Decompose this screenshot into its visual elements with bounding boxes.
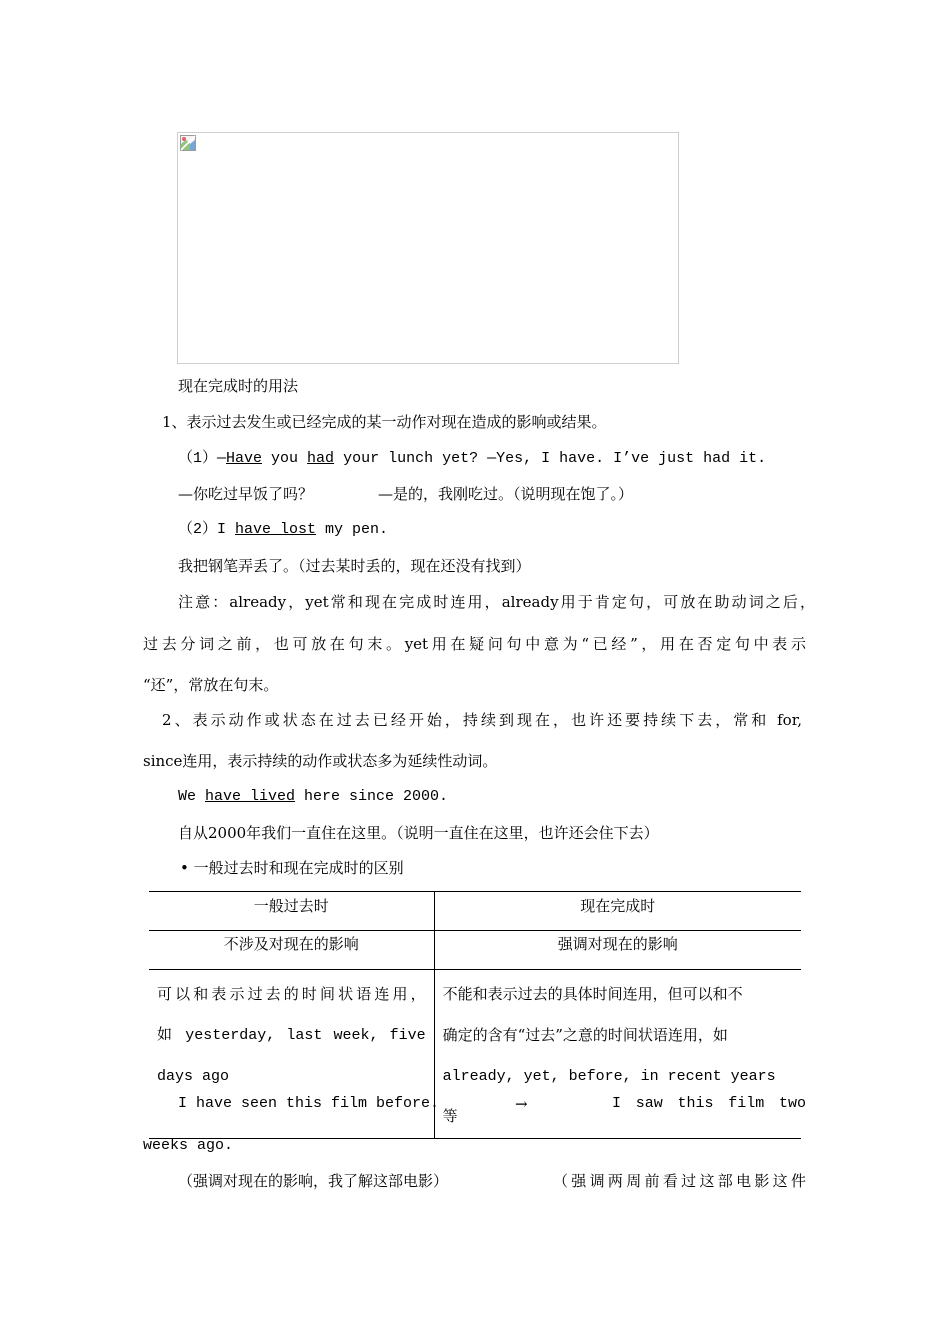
example-1-prefix: （1）— [178, 450, 227, 467]
cell-line: 可以和表示过去的时间状语连用， [157, 985, 426, 1003]
example-3-verb: have lived [205, 788, 296, 805]
example-3-translation: 自从2000年我们一直住在这里。（说明一直住在这里，也许还会住下去） [178, 824, 659, 842]
example-2-rest: my pen. [316, 521, 389, 538]
example-1-mid: you [262, 450, 308, 467]
cell-line: 不能和表示过去的具体时间连用，但可以和不 [442, 985, 743, 1003]
compare-left-note: （强调对现在的影响，我了解这部电影） [178, 1172, 449, 1190]
compare-right-sentence-cont: weeks ago. [143, 1137, 234, 1154]
table-row [149, 931, 801, 970]
table-cell: 不涉及对现在的影响 [149, 931, 434, 970]
section2-heading-line-1: 2、表示动作或状态在过去已经开始，持续到现在，也许还要持续下去，常和 for, [162, 711, 802, 729]
example-2-prefix: （2）I [178, 521, 236, 538]
broken-image-icon [180, 135, 196, 151]
compare-left-sentence: I have seen this film before. [178, 1095, 440, 1112]
table-header-cell: 一般过去时 [149, 892, 434, 931]
cell-line: 确定的含有“过去”之意的时间状语连用，如 [442, 1026, 728, 1044]
section2-heading-line-2: since连用，表示持续的动作或状态多为延续性动词。 [143, 752, 498, 770]
table-header-row [149, 892, 801, 931]
example-3-rest: here since 2000. [295, 788, 449, 805]
example-1-translation-question: —你吃过早饭了吗？ [178, 485, 314, 503]
example-1 [178, 449, 766, 469]
example-1-rest: your lunch yet? —Yes, I have. I’ve just had it. [334, 450, 767, 467]
compare-right-sentence: I saw this film two [612, 1095, 806, 1112]
example-1-have: Have [226, 450, 263, 467]
compare-right-note: （强调两周前看过这部电影这件 [553, 1172, 806, 1190]
right-arrow-icon: → [515, 1095, 528, 1113]
cell-line: 如 yesterday, last week, five [157, 1027, 426, 1044]
image-placeholder [177, 132, 679, 364]
comparison-heading: • 一般过去时和现在完成时的区别 [180, 859, 404, 877]
example-3-prefix: We [178, 788, 206, 805]
example-1-translation-answer: —是的，我刚吃过。（说明现在饱了。） [378, 485, 634, 503]
note-line-1: 注意：already，yet常和现在完成时连用，already用于肯定句，可放在助动词之后， [178, 593, 815, 611]
note-line-2: 过去分词之前，也可放在句末。yet用在疑问句中意为“已经”，用在否定句中表示 [143, 635, 806, 653]
example-1-had: had [307, 450, 335, 467]
table-header-cell: 现在完成时 [434, 892, 801, 931]
note-line-3: “还”，常放在句末。 [143, 676, 279, 694]
example-2-translation: 我把钢笔弄丢了。（过去某时丢的，现在还没有找到） [178, 557, 531, 575]
example-3 [178, 787, 448, 807]
section1-heading: 1、表示过去发生或已经完成的某一动作对现在造成的影响或结果。 [162, 413, 607, 431]
example-2 [178, 520, 388, 540]
page-title: 现在完成时的用法 [178, 377, 299, 395]
example-2-verb: have lost [235, 521, 317, 538]
cell-line: already, yet, before, in recent years 等 [442, 1068, 776, 1126]
table-cell: 强调对现在的影响 [434, 931, 801, 970]
cell-line: days ago [157, 1068, 230, 1085]
